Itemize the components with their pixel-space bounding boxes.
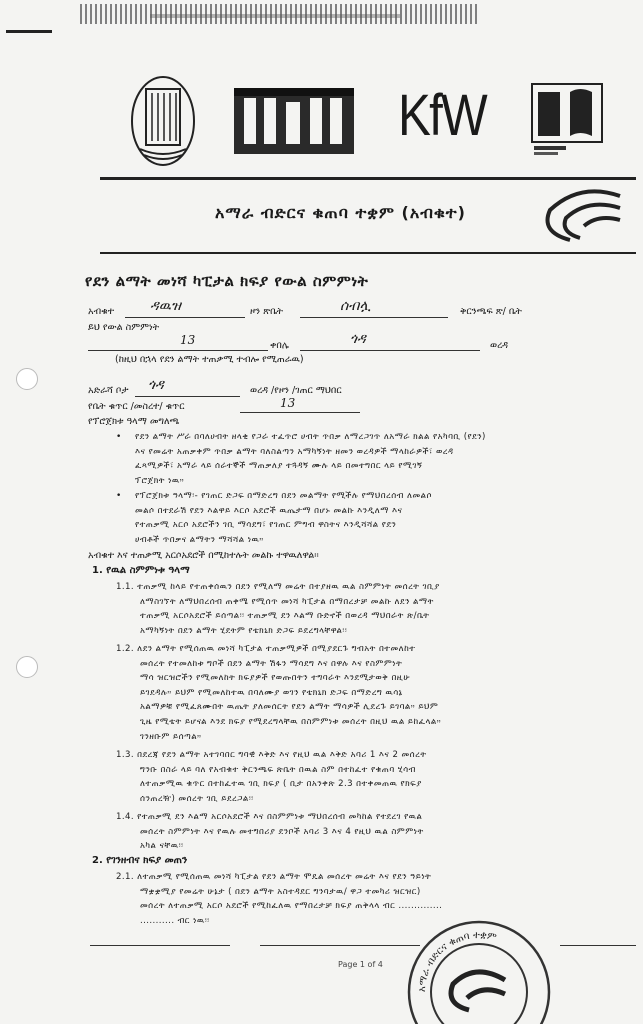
text-line: የፕሮጀክቱ ዓላማ፡- የገጠር ድጋፍ በማድረግ በደን መልማት የሚችሉ የማህበረሰብ ለመልሶ	[135, 491, 432, 501]
text-line: መሰረት የተመለከቱ ግቦች በደን ልማት ሽፋን ማሳደግ እና በዋሉ እና የስምምነት	[140, 658, 403, 669]
building-facade-icon	[234, 88, 354, 154]
contract-intro: ይህ የውል ስምምነት	[88, 322, 160, 333]
text-line: አልማዎቹ የሚፈጸሙበት ዉጤት ያለመሰርት የደን ልማት ማሳዎች ሊደረጉ ይገባል። ይህም	[140, 702, 439, 713]
text-line: ፕሮጀክት ነዉ።	[135, 475, 185, 486]
text-line: መሰረት ስምምነት እና የዉሉ መተግበሪያ ደንቦች አባሪ 3 እና 4 የዚህ ዉል ስምምነት	[140, 826, 424, 837]
text-line: ሀብቶች ጥበቃና ልማትን ማሻሻል ነዉ።	[135, 534, 264, 545]
intro-text: አብቁተ እና ተጠቃሚ አርሶአደሮች በሚከተሉት መልኩ ተዋዉለዋል።	[88, 550, 319, 561]
acsi-swirl-logo-icon	[530, 182, 630, 248]
woreda-value: ጎዳ	[350, 331, 366, 347]
text-line: ገንዘቡም ይሰጣል።	[140, 731, 202, 742]
text-line: ተጠቃሚ አርሶአደሮች ይሰጣል፡፡ ተጠቃሚ ደን እልማ ቡድኖች በወረዳ ማህበራት ጽ/ቤት	[140, 611, 430, 622]
scan-noise	[150, 14, 400, 18]
fill-line	[300, 350, 480, 351]
document-title: የደን ልማት መነሻ ካፒታል ክፍያ የውል ስምምነት	[85, 272, 369, 290]
org-title: አማራ ብድርና ቁጠባ ተቋም (አብቁተ)	[215, 203, 466, 222]
text-line: ማቋቋሚያ የመሬት ሁኔታ ( በደን ልማት አስተዳደር ግንባታዉ/ ዋጋ ተመካሪ ዝርዝር)	[140, 886, 421, 897]
signature-line	[560, 945, 636, 946]
text-line: የተጠቃሚ አርሶ አደሮችን ገቢ ማሳደግ፣ የገጠር ምግብ ዋስትና እንዲሻሻል የደን	[135, 520, 397, 531]
section-1-title: 1. የዉል ስምምነቱ ዓላማ	[92, 565, 190, 576]
text-line: ግንቡ በስራ ላይ ባለ የአብቁተ ቅርንጫፍ ጽቤት በዉል ስም በተከፈተ የቁጠባ ሂሳብ	[140, 764, 416, 775]
bullet-dot: •	[116, 432, 122, 442]
house-label: የቤት ቁጥር /መስረተ/ ቁጥር	[88, 401, 185, 412]
text-line: 1.3. በደረጃ የደን ልማት አተገባበር ግባዊ እቅድ እና የዚህ ዉል እቅድ አባሪ 1 እና 2 መሰረት	[116, 750, 427, 760]
signature-line	[260, 945, 420, 946]
text-line: ለተጠቃሚዉ ቁጥር በተከፈተዉ ገቢ ክፍያ ( ቢታ በአንቀጽ 2.3 በተቀመጠዉ የክፍያ	[140, 779, 422, 790]
para-1-1	[116, 580, 636, 638]
text-line: ሰንጠረዥ) መሰረት ገቢ ይደረጋል፡፡	[140, 793, 254, 804]
objective-label: የፕሮጀክቱ ዓላማ መግለጫ	[88, 416, 180, 427]
kebele-value: 13	[180, 333, 196, 347]
bullet-dot: •	[116, 491, 122, 501]
address-suffix: ወረዳ /የዞን /ገጠር ማህበር	[250, 385, 342, 396]
fill-line	[300, 317, 448, 318]
page-number: Page 1 of 4	[338, 960, 383, 969]
house-value: 13	[280, 396, 296, 410]
text-line: ጊዜ የሚቴት ይሆናል እንደ ክፍያ የሚደረግላቸዉ በስምምነቱ መሰረት በዚህ ዉል ይከፈላል።	[140, 716, 442, 727]
fill-line	[125, 317, 245, 318]
woreda-suffix: ወረዳ	[490, 340, 509, 351]
building-emblem-icon	[130, 75, 196, 167]
para-1-2	[116, 642, 636, 744]
text-line: ፈጻሚዎች፣ አማራ ላይ ሰራተኞች ማጠቃለያ ተጓዳኝ ሙሉ ላይ በመተግበር ላይ የሚገኝ	[135, 461, 423, 472]
text-line: 1.1. ተጠቃሚ ከላይ የተጠቀሰዉን በደን የሚለማ መሬት በተያዘዉ ዉል ስምምነት መሰረት ገቢያ	[116, 582, 440, 592]
text-line: ለማስገኘት ለማህበረሰብ ጠቀሜ የሚሰጥ መነሻ ካፒታል በማበረታቻ መልኩ ለደን ልማት	[140, 596, 434, 607]
bullet-1	[135, 430, 635, 488]
address-label: አድራሻ ቦታ	[88, 385, 129, 396]
para-1-3	[116, 748, 636, 806]
para-1-4	[116, 810, 636, 854]
zone-label: አብቁተ	[88, 306, 114, 317]
binder-hole	[16, 368, 38, 390]
text-line: የደን ልማት ሥራ በባለሀብት ዘላቂ የጋራ ተፈጥሮ ሀብት ጥበቃ ለማረጋገጥ ለአማራ ክልል የአካባቢ (የደን)	[135, 432, 486, 442]
binder-hole	[16, 656, 38, 678]
text-line: ........... ብር ነዉ፡፡	[140, 915, 210, 926]
kfw-logo: KfW	[398, 83, 487, 148]
divider	[100, 252, 636, 254]
fill-line	[240, 412, 360, 413]
signature-line	[90, 945, 230, 946]
text-line: 1.4. የተጠቃሚ ደን እልማ አርሶአደሮች እና በስምምነቱ ማህበረሰብ መካከል የተደረገ የዉል	[116, 812, 423, 822]
text-line: እና የመሬት አጠቃቀም ጥበቃ ልማት ባለስልጣን አማካኝነት ዘመን ወረዳዎች ማላከራዎች፣ ወረዳ	[135, 446, 454, 457]
kebele-label: ቀበሌ	[270, 340, 289, 351]
para-2-1	[116, 870, 636, 928]
branch-value: ሰብሏ	[340, 298, 371, 314]
stamp-text: አማራ ብድርና ቁጠባ ተቋም	[416, 929, 498, 993]
text-line: መልሶ በተደራሽ የደን እልዋይ እርሶ አደሮች ዉጤታማ በሆኑ መልኩ እንዲለማ እና	[135, 505, 403, 516]
book-emblem-icon	[530, 82, 604, 158]
text-line: አካል ናቸዉ፡፡	[140, 841, 184, 852]
branch-label: ዞን ጽቤት	[250, 306, 284, 317]
text-line: ማሳ ዝርዝሮችን የሚመለከት ክፍያዎች የወጡበትን ተግባራት እንደሚታወቅ በዚሁ	[140, 673, 411, 684]
section-2-title: 2. የገንዘብና ክፍያ መጠን	[92, 855, 188, 866]
address-value: ጎዳ	[148, 377, 164, 393]
fill-line	[135, 396, 240, 397]
text-line: ይገደዳሉ። ይህም የሚመለከተዉ በባለሙያ ወገን የቴክኒክ ድጋፍ በማድረግ ዉሳኔ	[140, 687, 403, 698]
scan-mark	[6, 30, 52, 33]
suffix-label: ቅርንጫፍ ጽ/ ቤት	[460, 306, 522, 317]
text-line: መሰረት ለተጠቃሚ አርሶ አደሮች የሚከፈለዉ የማበረታቻ ክፍያ ጠቅላላ ብር ..............	[140, 901, 443, 912]
text-line: አማካኝነት በደን ልማት ሂደትም የቴክኒክ ድጋፍ ይደረግላቸዋል፡፡	[140, 625, 348, 636]
round-stamp-icon	[405, 918, 553, 1024]
fill-line	[88, 350, 268, 351]
text-line: 1.2. ለደን ልማት የሚሰጠዉ መነሻ ካፒታል ተጠቃሚዎች በሚያደርጉ ግብአት በተመለከተ	[116, 644, 416, 654]
divider	[100, 177, 636, 180]
note: (ከዚህ በኋላ የደን ልማት ተጠቃሚ ተብሎ የሚጠራዉ)	[115, 354, 304, 365]
bullet-2	[135, 489, 635, 547]
text-line: 2.1. ለተጠቃሚ የሚሰጠዉ መነሻ ካፒታል የደን ልማት ሞዴል መሰረት መሬት እና የደን ዓይነት	[116, 872, 432, 882]
zone-value: ዳዉዝ	[150, 298, 181, 314]
